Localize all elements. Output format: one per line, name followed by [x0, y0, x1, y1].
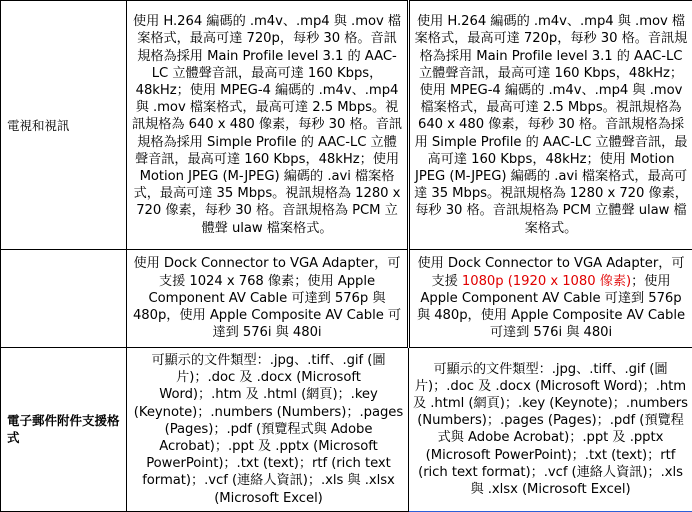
table-row-vga-output	[1, 250, 692, 348]
cell-text: 使用 Dock Connector to VGA Adapter，可支援 1024 x 768 像素；使用 Apple Component AV Cable 可達到 576p 與 480p，使用 Apple Composite AV Cable 可達到 576i 與 480i	[131, 255, 403, 341]
cell-vga-right[interactable]	[409, 250, 692, 348]
row-label-tv-video	[1, 1, 127, 250]
cell-email-right[interactable]	[409, 348, 692, 512]
cell-text-after: ；使用 Apple Component AV Cable 可達到 576p 與 480p，使用 Apple Composite AV Cable 可達到 576i 與 480i	[417, 274, 685, 341]
cell-tv-video-left[interactable]	[127, 1, 409, 250]
cell-tv-video-right[interactable]	[409, 1, 692, 250]
cell-text: 使用 H.264 編碼的 .m4v、.mp4 與 .mov 檔案格式，最高可達 720p，每秒 30 格。音訊規格為採用 Main Profile level 3.1 的 AAC-LC 立體聲音訊，最高可達 160 Kbps，48kHz；使用 MPEG-4 編碼的 .m4v、.mp4 與 .mov 檔案格式，最高可達 2.5 Mbps。視訊規格為 640 x 480 像素，每秒 30 格。音訊規格為採用 Simple Profile 的 AAC-LC 立體聲音訊，最高可達 160 Kbps，48kHz；使用 Motion JPEG (M-JPEG) 編碼的 .avi 檔案格式，最高可達 35 Mbps。視訊規格為 1280 x 720 像素，每秒 30 格。音訊規格為 PCM 立體聲 ulaw 檔案格式。	[414, 13, 688, 237]
table-row-email-attachments	[1, 348, 692, 512]
row-label-vga-empty	[1, 250, 127, 348]
cell-text: 可顯示的文件類型：.jpg、.tiff、.gif (圖片)；.doc 及 .docx (Microsoft Word)；.htm 及 .html (網頁)；.key (Keynote)；.numbers (Numbers)；.pages (Pages)；.pdf (預覽程式與 Adobe Acrobat)；.ppt 及 .pptx (Microsoft PowerPoint)；.txt (text)；rtf (rich text format)；.vcf (連絡人資訊)；.xls 與 .xlsx (Microsoft Excel)	[133, 352, 404, 507]
cell-text: 使用 H.264 編碼的 .m4v、.mp4 與 .mov 檔案格式，最高可達 720p，每秒 30 格。音訊規格為採用 Main Profile level 3.1 的 AAC-LC 立體聲音訊，最高可達 160 Kbps，48kHz；使用 MPEG-4 編碼的 .m4v、.mp4 與 .mov 檔案格式，最高可達 2.5 Mbps。視訊規格為 640 x 480 像素，每秒 30 格。音訊規格為採用 Simple Profile 的 AAC-LC 立體聲音訊，最高可達 160 Kbps，48kHz；使用 Motion JPEG (M-JPEG) 編碼的 .avi 檔案格式，最高可達 35 Mbps。視訊規格為 1280 x 720 像素，每秒 30 格。音訊規格為 PCM 立體聲 ulaw 檔案格式。	[131, 13, 403, 237]
row-label-text: 電視和視訊	[7, 118, 70, 133]
cell-vga-left[interactable]	[127, 250, 409, 348]
table-row-tv-video	[1, 1, 692, 250]
cell-text-before: 使用 Dock Connector to VGA Adapter，可支援	[418, 256, 685, 288]
cell-text: 可顯示的文件類型：.jpg、.tiff、.gif (圖片)；.doc 及 .docx (Microsoft Word)；.htm 及 .html (網頁)；.key (Keynote)；.numbers (Numbers)；.pages (Pages)；.pdf (預覽程式與 Adobe Acrobat)；.ppt 及 .pptx (Microsoft PowerPoint)；.txt (text)；rtf (rich text format)；.vcf (連絡人資訊)；.xls 與 .xlsx (Microsoft Excel)	[413, 361, 688, 499]
highlight-resolution: 1080p (1920 x 1080 像素)	[462, 274, 631, 289]
cell-text	[414, 255, 688, 341]
row-label-email-attachments	[1, 348, 127, 512]
row-label-text: 電子郵件附件支援格式	[7, 413, 120, 445]
cell-email-left[interactable]	[127, 348, 409, 512]
